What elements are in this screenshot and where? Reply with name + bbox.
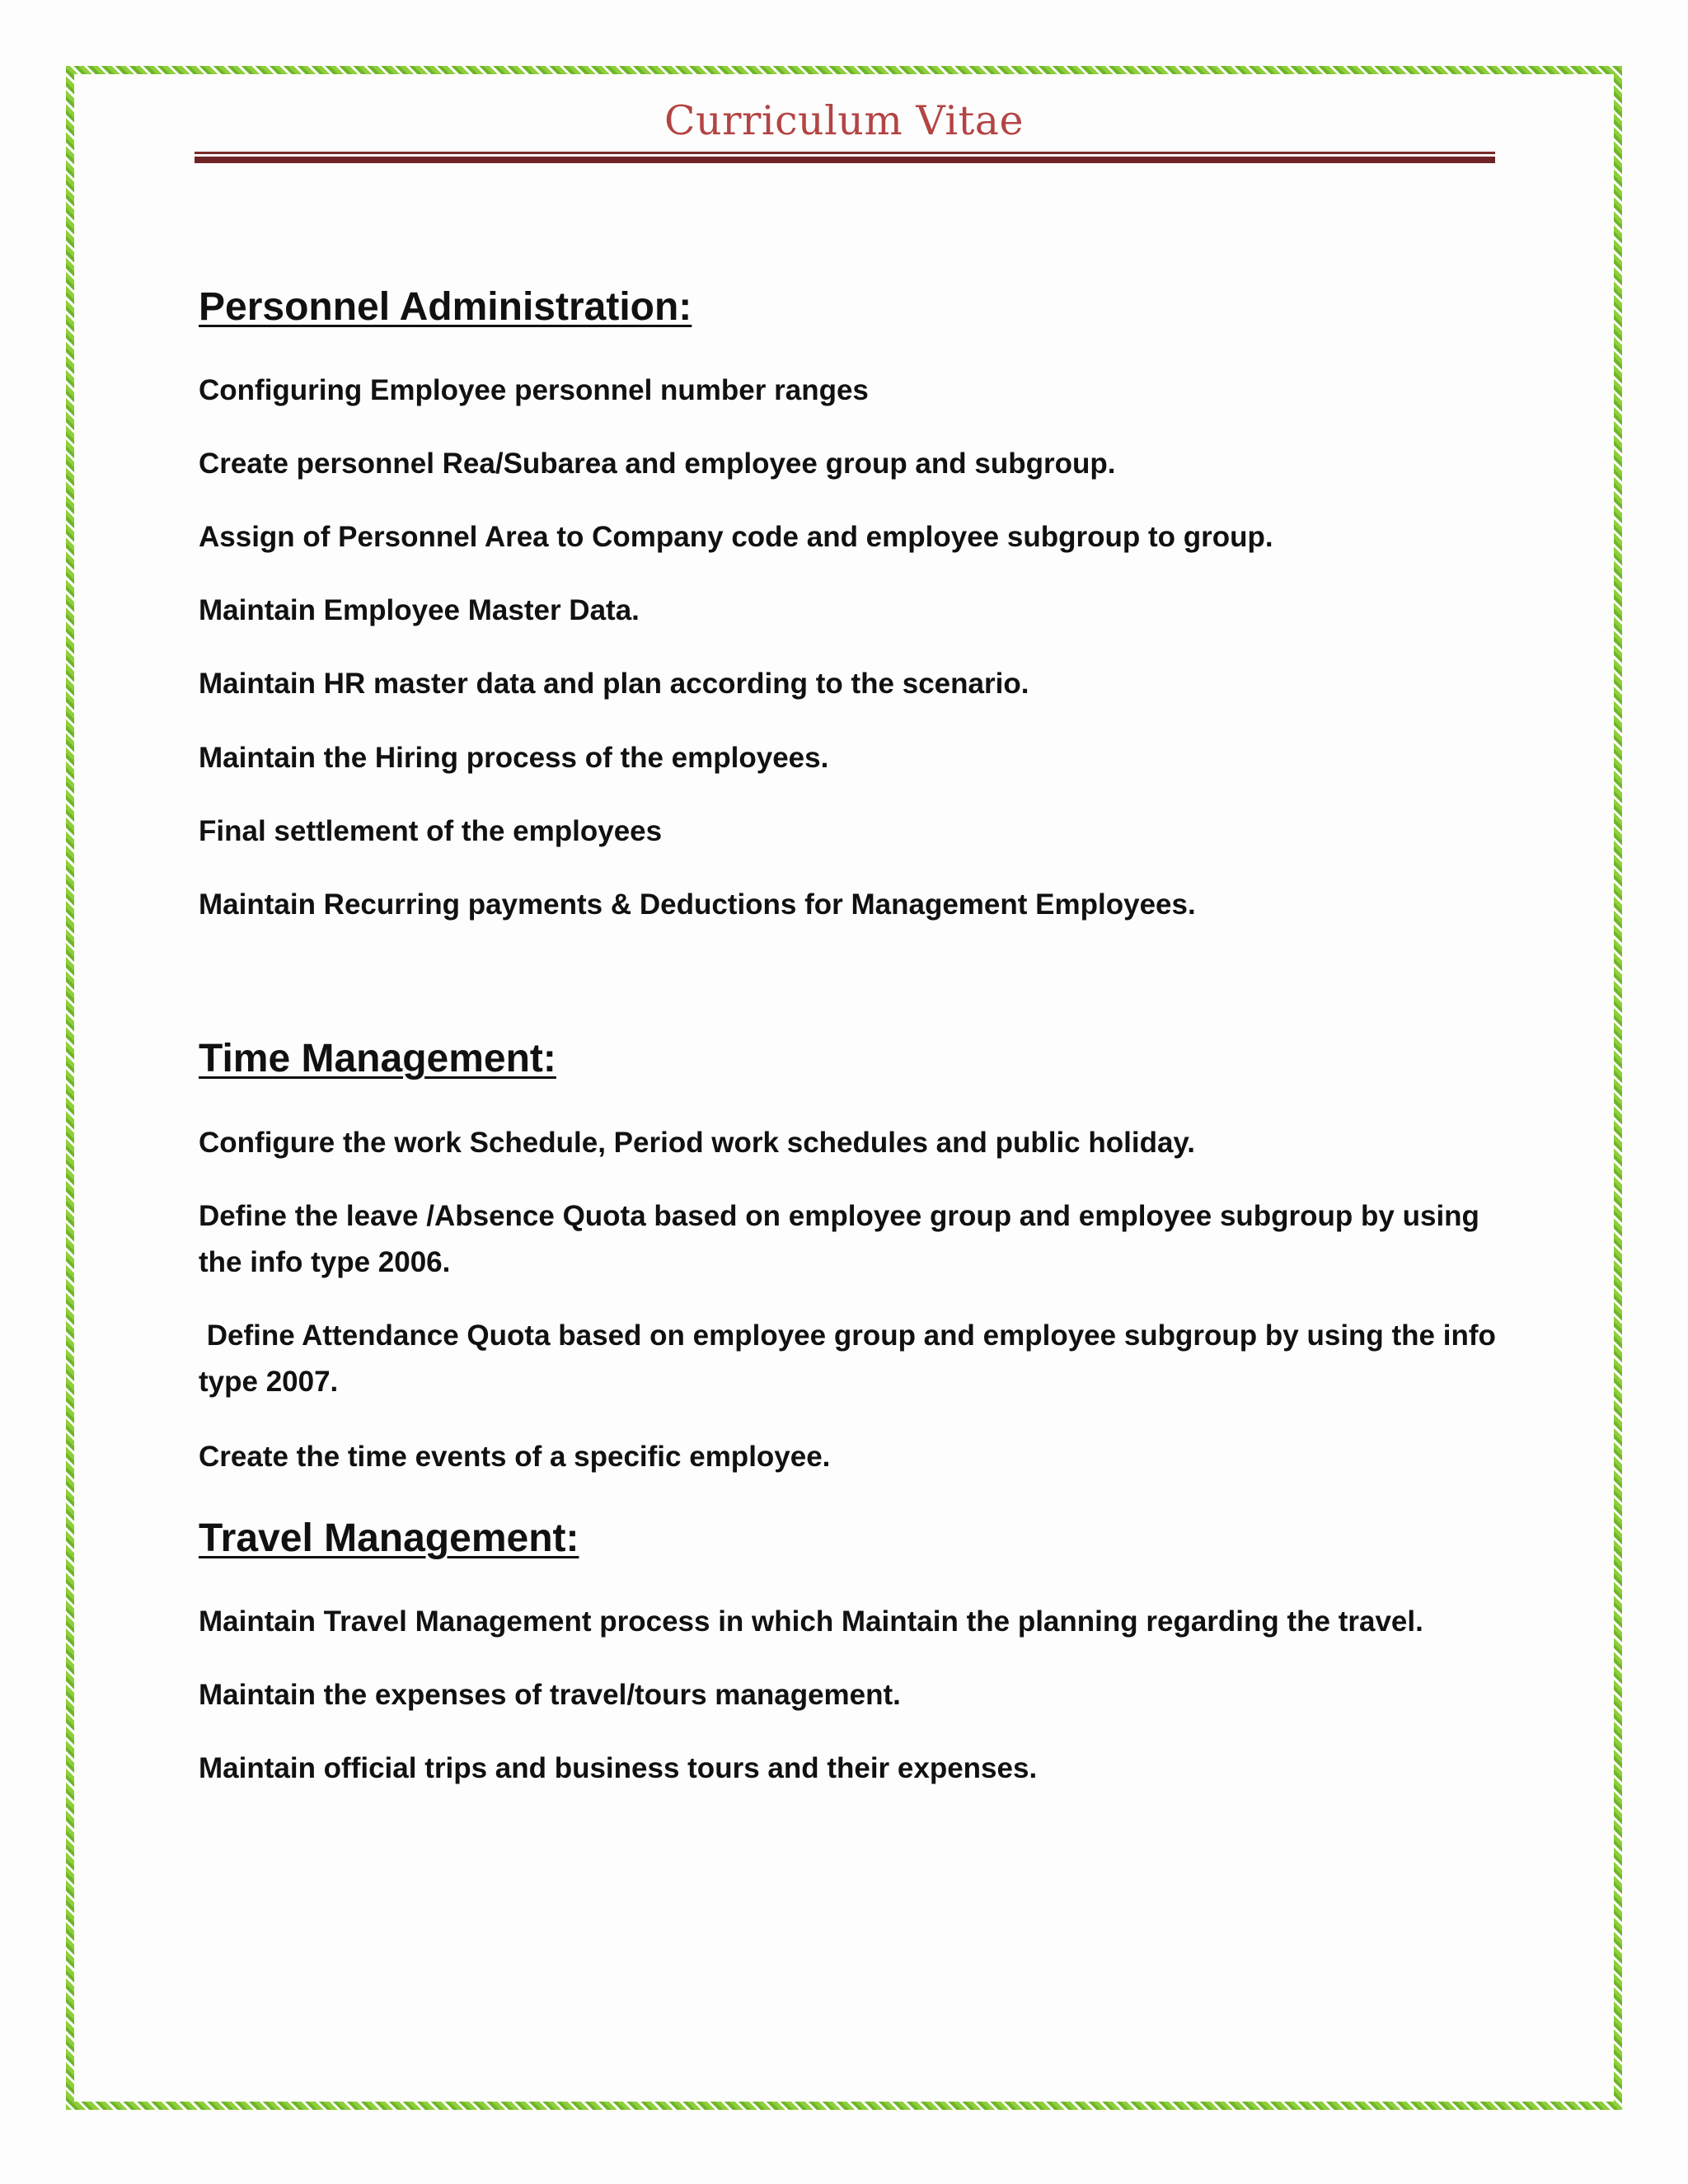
header-divider-thin <box>195 152 1495 154</box>
list-item: Create the time events of a specific employee. <box>199 1441 831 1473</box>
list-item: Define the leave /Absence Quota based on employee group and employee subgroup by using the info type 2006. <box>199 1200 1488 1278</box>
section-heading-time-management: Time Management: <box>199 1037 556 1080</box>
list-item: Configure the work Schedule, Period work schedules and public holiday. <box>199 1127 1196 1159</box>
list-item: Maintain Travel Management process in which Maintain the planning regarding the travel. <box>199 1605 1423 1638</box>
page-title: Curriculum Vitae <box>664 97 1024 144</box>
list-item: Maintain Employee Master Data. <box>199 594 640 626</box>
section-heading-travel-management: Travel Management: <box>199 1516 579 1560</box>
list-item: Create personnel Rea/Subarea and employee group and subgroup. <box>199 448 1116 480</box>
list-item: Maintain HR master data and plan according to the scenario. <box>199 668 1029 700</box>
list-item: Maintain the Hiring process of the employees. <box>199 742 829 774</box>
list-item: Maintain the expenses of travel/tours management. <box>199 1679 901 1711</box>
section-heading-personnel-administration: Personnel Administration: <box>199 285 692 329</box>
list-item: Final settlement of the employees <box>199 815 663 847</box>
header-divider-thick <box>195 157 1495 163</box>
list-item: Configuring Employee personnel number ranges <box>199 374 869 406</box>
list-item: Assign of Personnel Area to Company code and employee subgroup to group. <box>199 521 1273 553</box>
list-item: Maintain Recurring payments & Deductions for Management Employees. <box>199 888 1196 921</box>
list-item: Maintain official trips and business tours and their expenses. <box>199 1752 1038 1784</box>
list-item: Define Attendance Quota based on employee group and employee subgroup by using the info type 2007. <box>199 1319 1504 1398</box>
